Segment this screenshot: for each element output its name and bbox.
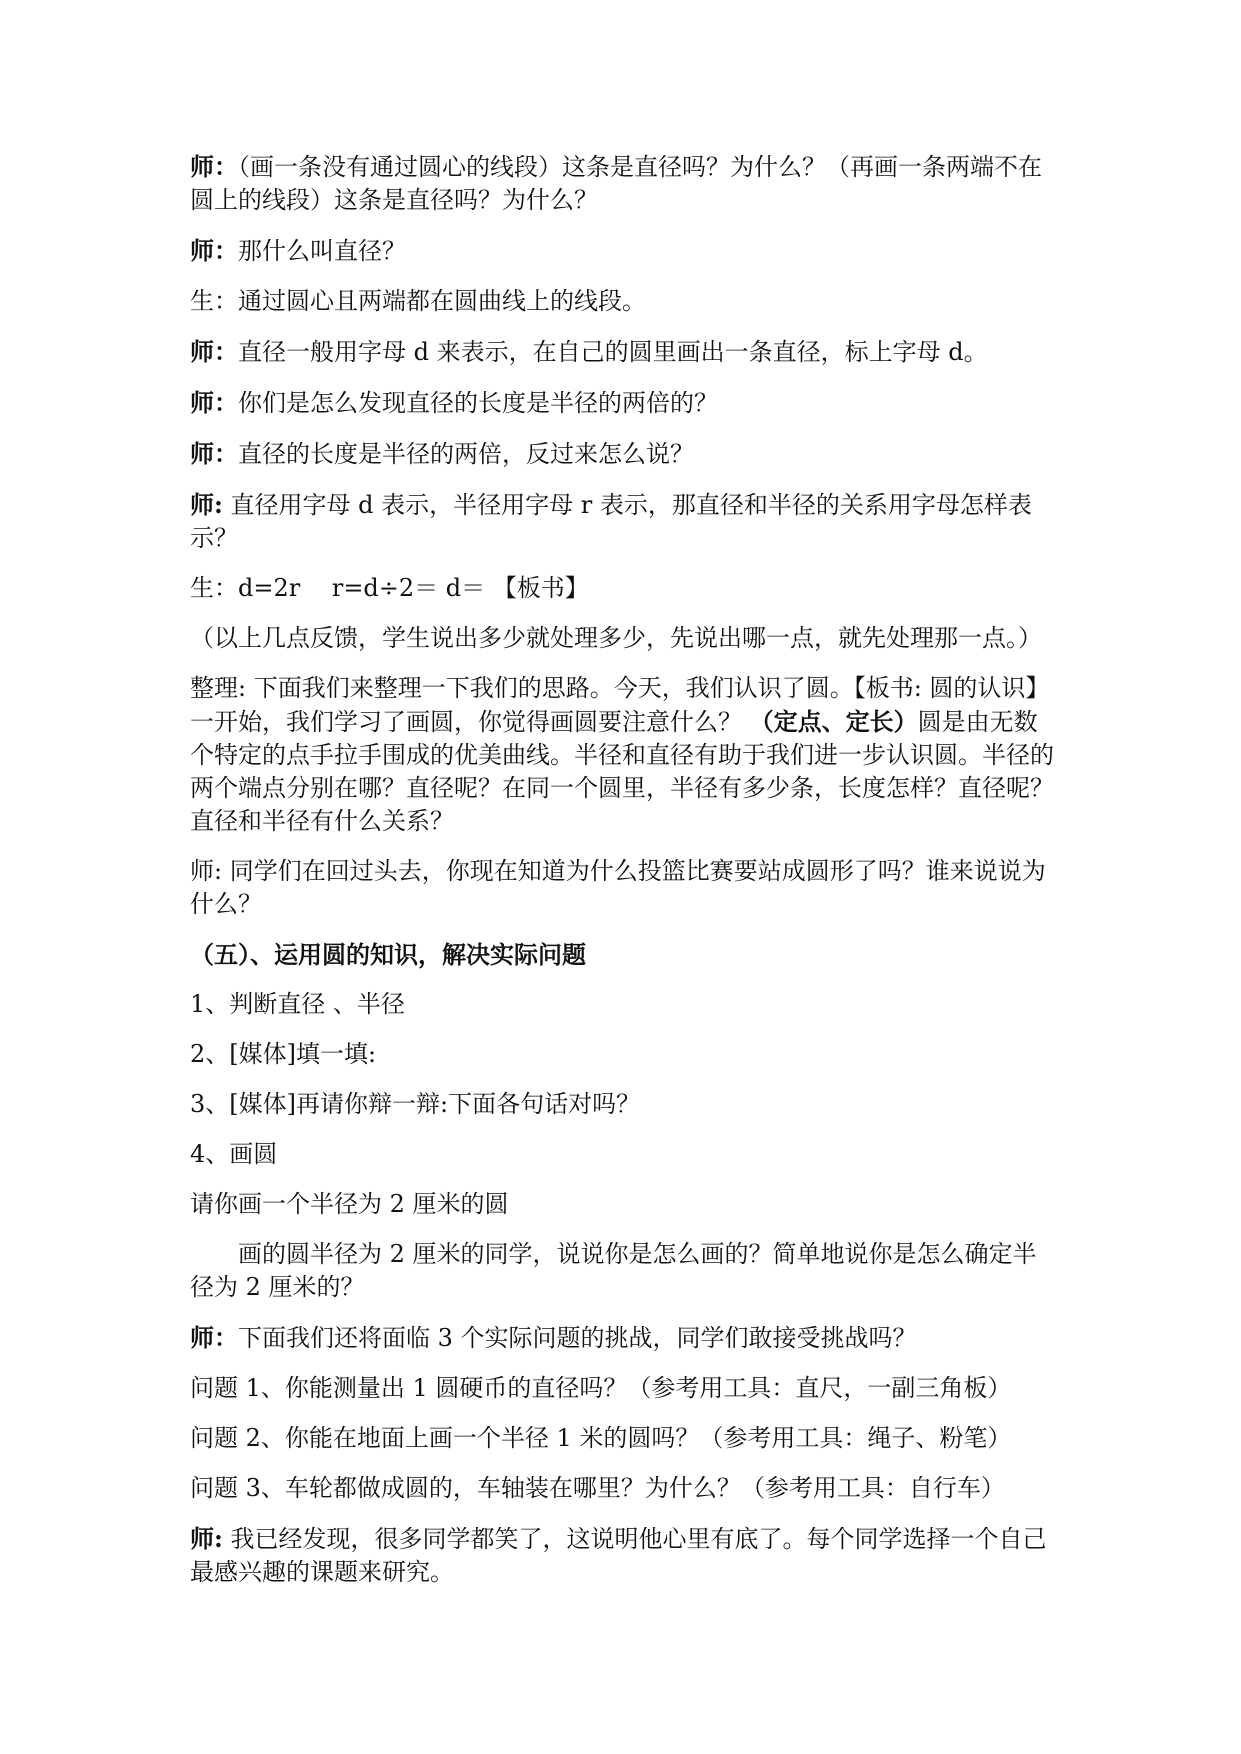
speaker-label: 师： <box>190 388 238 417</box>
speaker-label: 师： <box>190 152 238 181</box>
paragraph-text: 直径用字母 d 表示，半径用字母 r 表示，那直径和半径的关系用字母怎样表示？ <box>190 491 1032 552</box>
paragraph-challenge <box>190 1321 1060 1355</box>
paragraph-text: 下面我们还将面临 3 个实际问题的挑战，同学们敢接受挑战吗？ <box>238 1324 917 1352</box>
indented-paragraph: 画的圆半径为 2 厘米的同学，说说你是怎么画的？简单地说你是怎么确定半径为 2 厘米的？ <box>190 1240 1037 1301</box>
paragraph-text: 整理: 下面我们来整理一下我们的思路。今天，我们认识了圆。【板书: 圆的认识】一开始，我们学习了画圆，你觉得画圆要注意什么？ <box>190 674 1050 736</box>
paragraph-text: 通过圆心且两端都在圆曲线上的线段。 <box>238 287 646 315</box>
speaker-label: 师： <box>190 337 238 366</box>
question-item: 问题 2、你能在地面上画一个半径 1 米的圆吗？（参考用工具：绳子、粉笔） <box>190 1424 1012 1452</box>
question-item: 问题 1、你能测量出 1 圆硬币的直径吗？（参考用工具：直尺，一副三角板） <box>190 1374 1012 1402</box>
paragraph-text: （以上几点反馈，学生说出多少就处理多少，先说出哪一点，就先处理那一点。） <box>190 624 1042 652</box>
speaker-label: 生： <box>190 574 238 602</box>
speaker-label: 师： <box>190 1323 238 1352</box>
paragraph-teacher-1 <box>190 150 1060 217</box>
paragraph-text-after: 圆是由无数个特定的点手拉手围成的优美曲线。半径和直径有助于我们进一步认识圆。半径的两个端点分别在哪？直径呢？在同一个圆里，半径有多少条，长度怎样？直径呢？直径和半径有什么关系？ <box>190 708 1054 835</box>
speaker-label: 师： <box>190 236 238 265</box>
paragraph-text: （画一条没有通过圆心的线段）这条是直径吗？为什么？（再画一条两端不在圆上的线段）这条是直径吗？为什么？ <box>190 153 1042 214</box>
list-item: 请你画一个半径为 2 厘米的圆 <box>190 1190 509 1218</box>
paragraph-teacher-7 <box>190 855 1060 921</box>
paragraph-text: 那什么叫直径？ <box>238 237 406 265</box>
document-page <box>190 150 1060 1606</box>
paragraph-teacher-6 <box>190 488 1060 555</box>
paragraph-teacher-3 <box>190 335 1060 369</box>
section-heading: （五）、运用圆的知识，解决实际问题 <box>190 940 586 969</box>
paragraph-text: 我已经发现，很多同学都笑了，这说明他心里有底了。每个同学选择一个自己最感兴趣的课题来研究。 <box>190 1525 1047 1586</box>
speaker-label: 师: <box>190 490 223 519</box>
list-item: 1、判断直径 、半径 <box>190 990 405 1018</box>
paragraph-text: 师: 同学们在回过头去，你现在知道为什么投篮比赛要站成圆形了吗？谁来说说为什么？ <box>190 857 1046 918</box>
bold-emphasis: （定点、定长） <box>749 707 918 736</box>
speaker-label: 师： <box>190 439 238 468</box>
paragraph-note <box>190 622 1060 655</box>
list-item: 2、[媒体]填一填: <box>190 1040 377 1068</box>
formula-text: d=2r r=d÷2＝ d＝ 【板书】 <box>238 574 589 602</box>
paragraph-closing <box>190 1522 1060 1589</box>
paragraph-text: 直径的长度是半径的两倍，反过来怎么说？ <box>238 440 694 468</box>
speaker-label: 师: <box>190 1524 223 1553</box>
paragraph-text: 直径一般用字母 d 来表示，在自己的圆里画出一条直径，标上字母 d。 <box>238 338 988 366</box>
paragraph-text: 你们是怎么发现直径的长度是半径的两倍的？ <box>238 389 718 417</box>
paragraph-teacher-2 <box>190 234 1060 268</box>
list-item: 4、画圆 <box>190 1140 278 1168</box>
paragraph-summary <box>190 672 1060 838</box>
question-item: 问题 3、车轮都做成圆的，车轴装在哪里？为什么？（参考用工具：自行车） <box>190 1474 1005 1502</box>
paragraph-teacher-4 <box>190 386 1060 420</box>
paragraph-teacher-5 <box>190 437 1060 471</box>
speaker-label: 生： <box>190 287 238 315</box>
paragraph-student-1 <box>190 285 1060 318</box>
paragraph-student-2 <box>190 572 1060 605</box>
list-item: 3、[媒体]再请你辩一辩:下面各句话对吗？ <box>190 1090 641 1118</box>
